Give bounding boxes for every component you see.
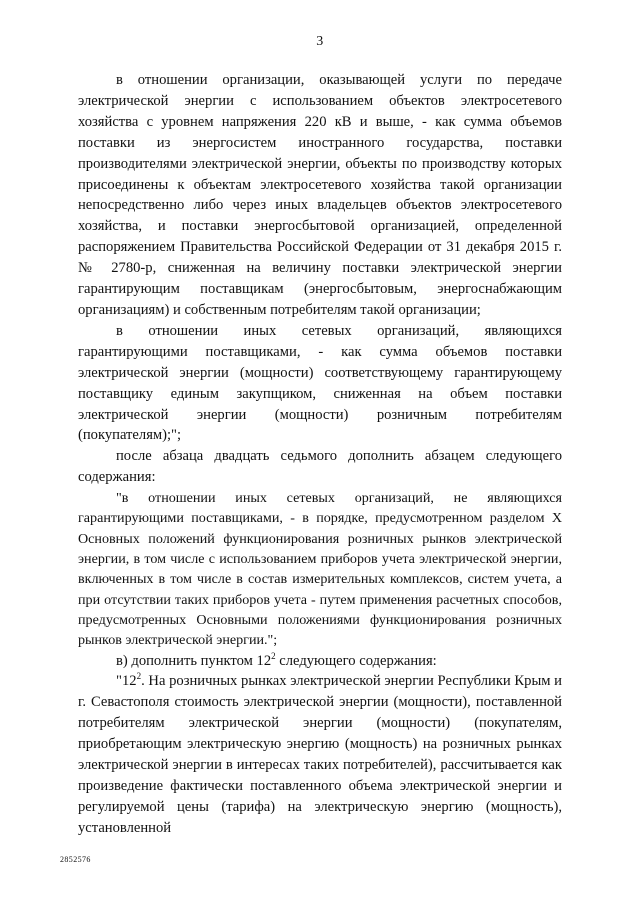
paragraph-other-grid-non-guaranteeing: "в отношении иных сетевых организаций, не являющихся гарантирующими поставщиками, - в порядке, предусмотренном разделом X Основных положений функционирования розничных рынков электрической энергии, в том числе с использованием приборов учета электрической энергии, включенных в том числе в состав измерительных комплексов, систем учета, а при отсутствии таких приборов учета - путем применения расчетных способов, предусмотренных Основными положениями функционирования розничных рынков электрической энергии."; (78, 490, 562, 649)
clause-body-text: . На розничных рынках электрической энергии Республики Крым и г. Севастополя стоимость электрической энергии (мощности), поставленной потребителям электрической энергии (мощности) (покупателям, приобретающим электрическую энергию (мощность) на розничных рынках электрической энергии в интересах таких потребителей), рассчитывается как произведение фактически поставленного объема электрической энергии и регулируемой цены (тарифа) на электрическую энергию (мощность), установленной (78, 673, 562, 836)
paragraph-add-clause-text-end: следующего содержания: (275, 652, 437, 669)
paragraph-transmission-org: в отношении организации, оказывающей услуги по передаче электрической энергии с использованием объектов электросетевого хозяйства с уровнем напряжения 220 кВ и выше, - как сумма объемов поставки из энергосистем иностранного государства, поставки производителями электрической энергии, объекты по производству которых присоединены к объектам электросетевого хозяйства такой организации непосредственно либо через иных владельцев объектов электросетевого хозяйства, и поставки энергосбытовой организацией, определенной распоряжением Правительства Российской Федерации от 31 декабря 2015 г. № 2780-р, сниженная на величину поставки электрической энергии гарантирующим поставщикам (энергосбытовым, энергоснабжающим организациям) и собственным потребителям такой организации; (78, 72, 562, 318)
superscript: 2 (271, 650, 276, 661)
superscript: 2 (136, 671, 142, 682)
clause-number-text: "12 (116, 673, 137, 690)
paragraph-clause-12-2-crimea (78, 671, 562, 838)
paragraph-add-clause-text: в) дополнить пунктом 12 (116, 652, 272, 669)
document-body (78, 70, 562, 839)
paragraph-other-grid-guaranteeing: в отношении иных сетевых организаций, являющихся гарантирующими поставщиками, - как сумма объемов поставки электрической энергии (мощности) соответствующему гарантирующему поставщику единым закупщиком, сниженная на объем поставки электрической энергии (мощности) розничным потребителям (покупателям);"; (78, 322, 562, 444)
paragraph-amendment-instruction: после абзаца двадцать седьмого дополнить абзацем следующего содержания: (78, 448, 562, 486)
paragraph-add-clause-12-2 (78, 651, 562, 672)
document-id: 2852576 (60, 855, 91, 864)
page-number: 3 (316, 34, 324, 49)
